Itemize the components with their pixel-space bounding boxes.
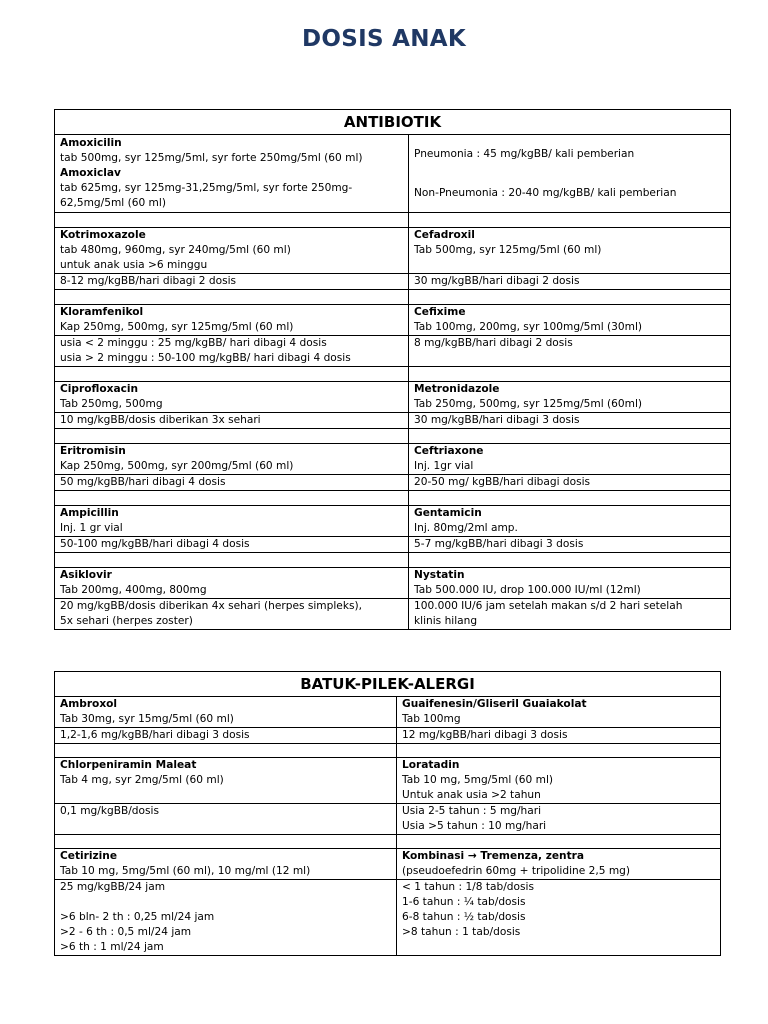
spacer-row <box>55 744 721 758</box>
dose-text: >6 th : 1 ml/24 jam <box>60 941 164 953</box>
drug-info-cell <box>409 444 731 475</box>
dose-text: >2 - 6 th : 0,5 ml/24 jam <box>60 926 192 938</box>
spacer-row <box>55 367 731 382</box>
drug-info-cell <box>55 697 397 728</box>
spacer-cell <box>55 553 409 568</box>
drug-detail: Tab 100mg <box>402 713 461 725</box>
batuk-pilek-alergi-table <box>54 671 721 956</box>
dose-text: 25 mg/kgBB/24 jam <box>60 881 166 893</box>
dose-text: usia > 2 minggu : 50-100 mg/kgBB/ hari dibagi 4 dosis <box>60 352 351 364</box>
drug-detail: tab 480mg, 960mg, syr 240mg/5ml (60 ml) <box>60 244 291 256</box>
antibiotik-heading: ANTIBIOTIK <box>55 110 731 135</box>
drug-detail: tab 500mg, syr 125mg/5ml, syr forte 250mg/5ml (60 ml) <box>60 152 363 164</box>
drug-info-row <box>55 305 731 336</box>
dose-cell <box>55 336 409 367</box>
dose-cell <box>409 475 731 491</box>
spacer-cell <box>409 491 731 506</box>
dose-non-pneumonia: Non-Pneumonia : 20-40 mg/kgBB/ kali pemberian <box>414 186 677 199</box>
dose-cell <box>409 413 731 429</box>
dose-pneumonia: Pneumonia : 45 mg/kgBB/ kali pemberian <box>414 147 635 160</box>
drug-name: Ambroxol <box>60 698 118 710</box>
batuk-heading: BATUK-PILEK-ALERGI <box>55 672 721 697</box>
amoxicilin-dose-cell <box>409 135 731 213</box>
drug-name: Ciprofloxacin <box>60 383 139 395</box>
drug-info-cell <box>397 697 721 728</box>
spacer-cell <box>409 553 731 568</box>
dose-row <box>55 336 731 367</box>
drug-name: Nystatin <box>414 569 465 581</box>
dose-text: 12 mg/kgBB/hari dibagi 3 dosis <box>402 729 568 741</box>
drug-info-row <box>55 849 721 880</box>
drug-name: Asiklovir <box>60 569 112 581</box>
dose-row <box>55 475 731 491</box>
dose-row <box>55 274 731 290</box>
drug-info-cell <box>55 568 409 599</box>
dose-cell <box>409 336 731 367</box>
dose-text: 10 mg/kgBB/dosis diberikan 3x sehari <box>60 414 261 426</box>
drug-detail: Tab 4 mg, syr 2mg/5ml (60 ml) <box>60 774 224 786</box>
dose-text: 8 mg/kgBB/hari dibagi 2 dosis <box>414 337 573 349</box>
drug-name: Kloramfenikol <box>60 306 144 318</box>
dose-text <box>60 895 393 910</box>
drug-name: Guaifenesin/Gliseril Guaiakolat <box>402 698 587 710</box>
dose-text: 30 mg/kgBB/hari dibagi 3 dosis <box>414 414 580 426</box>
drug-detail: Tab 30mg, syr 15mg/5ml (60 ml) <box>60 713 234 725</box>
drug-detail: (pseudoefedrin 60mg + tripolidine 2,5 mg) <box>402 865 631 877</box>
dose-cell <box>409 274 731 290</box>
drug-info-row <box>55 506 731 537</box>
dose-cell <box>55 728 397 744</box>
dose-text: >8 tahun : 1 tab/dosis <box>402 926 521 938</box>
drug-info-cell <box>397 849 721 880</box>
drug-detail: Inj. 1 gr vial <box>60 522 123 534</box>
amoxicilin-row <box>55 135 731 213</box>
spacer-cell <box>55 290 409 305</box>
drug-info-cell <box>409 228 731 274</box>
drug-detail: Kap 250mg, 500mg, syr 200mg/5ml (60 ml) <box>60 460 294 472</box>
drug-info-cell <box>397 758 721 804</box>
dose-text: klinis hilang <box>414 615 478 627</box>
drug-info-row <box>55 228 731 274</box>
spacer-row <box>55 491 731 506</box>
dose-text: 5x sehari (herpes zoster) <box>60 615 193 627</box>
amoxicilin-cell <box>55 135 409 213</box>
dose-cell <box>409 599 731 630</box>
drug-detail: Tab 500mg, syr 125mg/5ml (60 ml) <box>414 244 602 256</box>
spacer-row <box>55 835 721 849</box>
drug-info-row <box>55 382 731 413</box>
dose-row <box>55 413 731 429</box>
dose-text: Usia >5 tahun : 10 mg/hari <box>402 820 547 832</box>
spacer-cell <box>409 367 731 382</box>
dose-row <box>55 599 731 630</box>
drug-info-cell <box>55 444 409 475</box>
spacer-cell <box>409 429 731 444</box>
drug-detail: 62,5mg/5ml (60 ml) <box>60 197 166 209</box>
dose-cell <box>397 880 721 956</box>
dose-text: >6 bln- 2 th : 0,25 ml/24 jam <box>60 911 215 923</box>
drug-info-cell <box>409 506 731 537</box>
spacer-cell <box>55 429 409 444</box>
spacer-cell <box>55 744 397 758</box>
drug-detail: Tab 250mg, 500mg <box>60 398 163 410</box>
drug-name: Amoxicilin <box>60 137 122 149</box>
dose-text: 50-100 mg/kgBB/hari dibagi 4 dosis <box>60 538 250 550</box>
drug-info-cell <box>55 305 409 336</box>
drug-detail: Tab 250mg, 500mg, syr 125mg/5ml (60ml) <box>414 398 643 410</box>
drug-name: Cefadroxil <box>414 229 475 241</box>
drug-info-cell <box>409 568 731 599</box>
dose-row <box>55 728 721 744</box>
dose-text: 20 mg/kgBB/dosis diberikan 4x sehari (herpes simpleks), <box>60 600 362 612</box>
dose-text: 6-8 tahun : ½ tab/dosis <box>402 911 526 923</box>
drug-info-cell <box>55 758 397 804</box>
dose-text: 30 mg/kgBB/hari dibagi 2 dosis <box>414 275 580 287</box>
dose-row <box>55 804 721 835</box>
drug-info-cell <box>55 849 397 880</box>
document-title: DOSIS ANAK <box>301 26 466 52</box>
drug-info-cell <box>409 382 731 413</box>
drug-name: Kotrimoxazole <box>60 229 146 241</box>
drug-detail: tab 625mg, syr 125mg-31,25mg/5ml, syr forte 250mg- <box>60 182 353 194</box>
antibiotik-table <box>54 109 731 630</box>
spacer-row <box>55 290 731 305</box>
drug-name: Ampicillin <box>60 507 119 519</box>
dose-cell <box>409 537 731 553</box>
dose-cell <box>55 475 409 491</box>
drug-name: Gentamicin <box>414 507 482 519</box>
drug-detail: Tab 200mg, 400mg, 800mg <box>60 584 207 596</box>
dose-text: 1,2-1,6 mg/kgBB/hari dibagi 3 dosis <box>60 729 250 741</box>
drug-detail: untuk anak usia >6 minggu <box>60 259 208 271</box>
spacer-cell <box>409 290 731 305</box>
dose-cell <box>397 728 721 744</box>
spacer-cell <box>397 744 721 758</box>
drug-info-row <box>55 568 731 599</box>
spacer-cell <box>55 213 409 228</box>
drug-name: Loratadin <box>402 759 460 771</box>
dose-text: 1-6 tahun : ¼ tab/dosis <box>402 896 526 908</box>
drug-info-cell <box>409 305 731 336</box>
drug-detail: Tab 10 mg, 5mg/5ml (60 ml), 10 mg/ml (12 ml) <box>60 865 311 877</box>
drug-name: Chlorpeniramin Maleat <box>60 759 197 771</box>
dose-text: 20-50 mg/ kgBB/hari dibagi dosis <box>414 476 591 488</box>
drug-info-row <box>55 444 731 475</box>
drug-name: Amoxiclav <box>60 167 121 179</box>
dose-text: 0,1 mg/kgBB/dosis <box>60 805 159 817</box>
dose-text: 8-12 mg/kgBB/hari dibagi 2 dosis <box>60 275 237 287</box>
drug-info-cell <box>55 382 409 413</box>
dose-text: < 1 tahun : 1/8 tab/dosis <box>402 881 534 893</box>
drug-detail: Tab 10 mg, 5mg/5ml (60 ml) <box>402 774 554 786</box>
drug-detail: Inj. 1gr vial <box>414 460 474 472</box>
drug-info-cell <box>55 506 409 537</box>
dose-text: 50 mg/kgBB/hari dibagi 4 dosis <box>60 476 226 488</box>
dose-row <box>55 537 731 553</box>
spacer-cell <box>55 367 409 382</box>
drug-info-cell <box>55 228 409 274</box>
spacer-row <box>55 213 731 228</box>
spacer-row <box>55 553 731 568</box>
spacer-cell <box>55 835 397 849</box>
spacer-cell <box>409 213 731 228</box>
drug-detail: Tab 100mg, 200mg, syr 100mg/5ml (30ml) <box>414 321 643 333</box>
dose-cell <box>55 880 397 956</box>
drug-name: Cefixime <box>414 306 466 318</box>
dose-row <box>55 880 721 956</box>
drug-name: Ceftriaxone <box>414 445 484 457</box>
drug-info-row <box>55 697 721 728</box>
spacer-row <box>55 429 731 444</box>
spacer-cell <box>397 835 721 849</box>
drug-name: Cetirizine <box>60 850 118 862</box>
drug-info-row <box>55 758 721 804</box>
drug-detail: Inj. 80mg/2ml amp. <box>414 522 518 534</box>
drug-detail: Untuk anak usia >2 tahun <box>402 789 541 801</box>
dose-cell <box>55 599 409 630</box>
drug-name: Metronidazole <box>414 383 500 395</box>
drug-name: Eritromisin <box>60 445 126 457</box>
drug-name: Kombinasi → Tremenza, zentra <box>402 850 585 862</box>
dose-cell <box>55 537 409 553</box>
dose-text: usia < 2 minggu : 25 mg/kgBB/ hari dibagi 4 dosis <box>60 337 327 349</box>
dose-cell <box>55 274 409 290</box>
dose-text: Usia 2-5 tahun : 5 mg/hari <box>402 805 542 817</box>
dose-cell <box>397 804 721 835</box>
dose-text: 5-7 mg/kgBB/hari dibagi 3 dosis <box>414 538 584 550</box>
drug-detail: Tab 500.000 IU, drop 100.000 IU/ml (12ml) <box>414 584 641 596</box>
dose-cell <box>55 804 397 835</box>
drug-detail: Kap 250mg, 500mg, syr 125mg/5ml (60 ml) <box>60 321 294 333</box>
dose-cell <box>55 413 409 429</box>
dose-text: 100.000 IU/6 jam setelah makan s/d 2 hari setelah <box>414 600 683 612</box>
spacer-cell <box>55 491 409 506</box>
